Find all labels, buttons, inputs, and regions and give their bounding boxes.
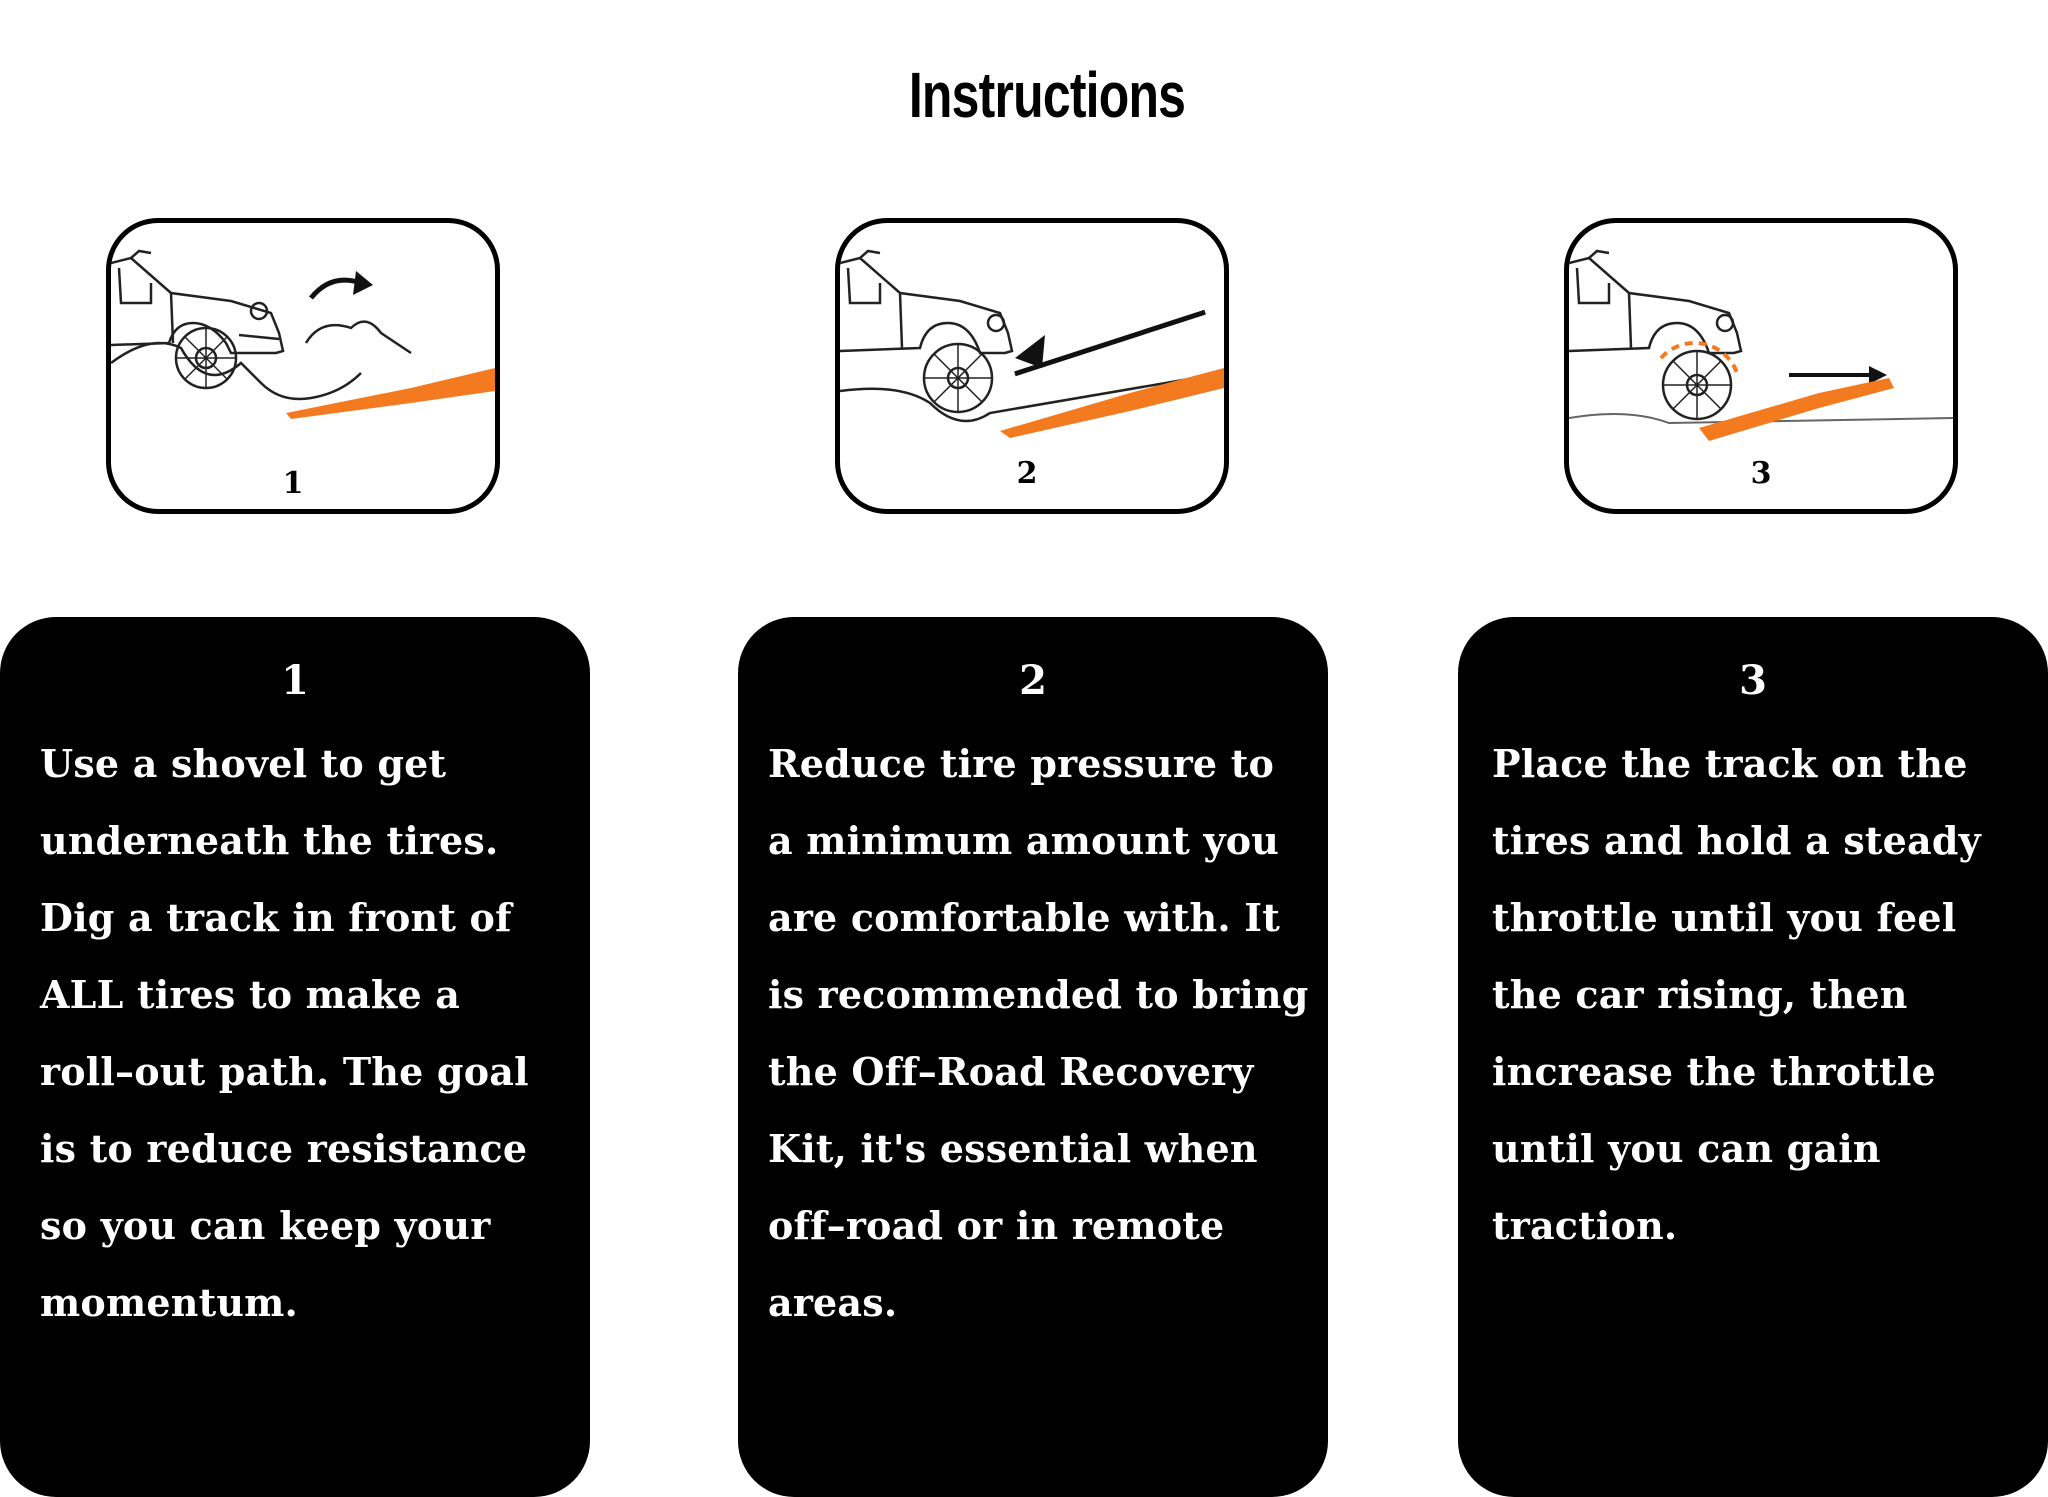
- step-number: 2: [1019, 657, 1047, 704]
- step-description: Use a shovel to get underneath the tires. Dig a track in front of ALL tires to make a roll–out path. The goal is to reduce resistance so you can keep your momentum.: [40, 741, 529, 1325]
- page-title: Instructions: [908, 59, 1186, 131]
- step-1-illustration: [106, 218, 500, 514]
- illustration-number: 1: [282, 466, 304, 501]
- step-1-card: [0, 617, 590, 1497]
- illustration-number: 2: [1016, 456, 1038, 491]
- step-description: Reduce tire pressure to a minimum amount you are comfortable with. It is recommended to bring the Off–Road Recovery Kit, it's essential when off–road or in remote areas.: [768, 741, 1309, 1325]
- step-3-illustration: [1564, 218, 1958, 514]
- illustration-number: 3: [1750, 456, 1772, 491]
- step-2-card: [738, 617, 1328, 1497]
- step-number: 3: [1739, 657, 1767, 704]
- step-2-illustration: [835, 218, 1229, 514]
- step-number: 1: [281, 657, 309, 704]
- step-3-card: [1458, 617, 2048, 1497]
- step-description: Place the track on the tires and hold a steady throttle until you feel the car rising, then increase the throttle until you can gain traction.: [1492, 741, 1981, 1248]
